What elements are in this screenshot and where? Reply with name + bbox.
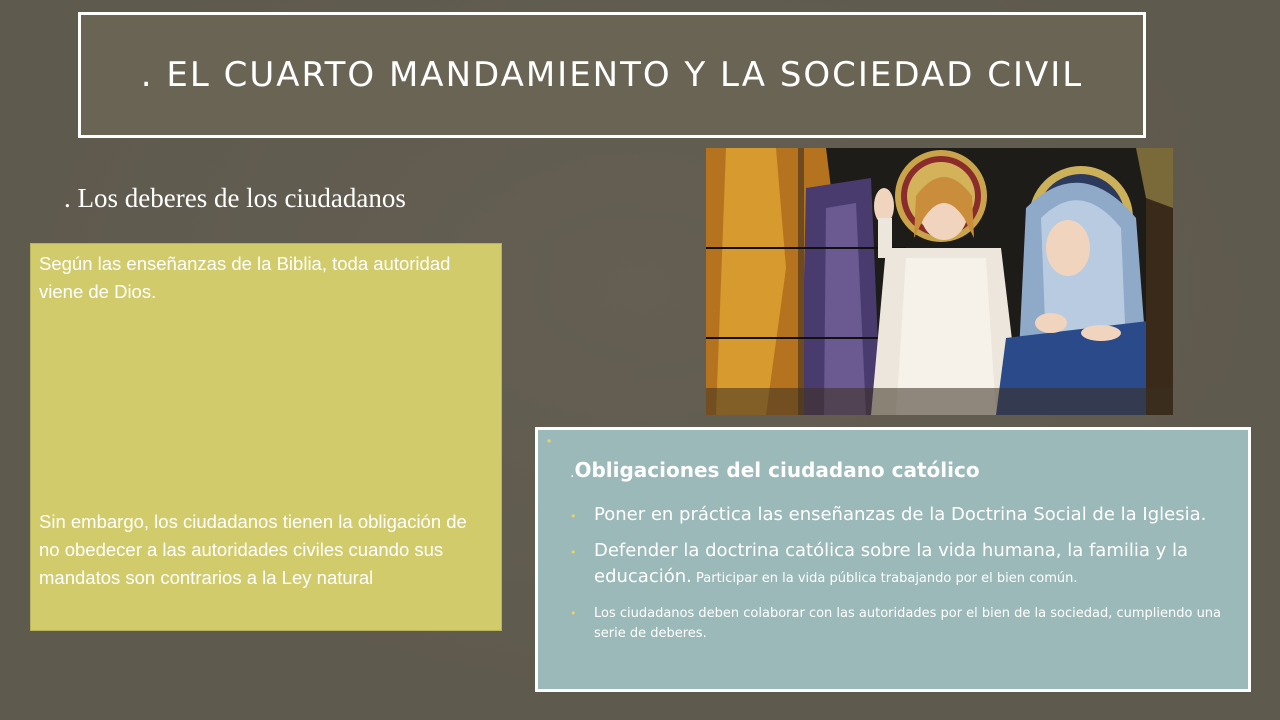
obligation-1-text: Poner en práctica las enseñanzas de la Doctrina Social de la Iglesia.	[594, 504, 1207, 525]
obligation-2-subtext: Participar en la vida pública trabajando por el bien común.	[691, 571, 1078, 586]
title-frame	[78, 12, 1146, 138]
list-item	[570, 604, 1228, 644]
slide-title: . EL CUARTO MANDAMIENTO Y LA SOCIEDAD CIVIL	[140, 55, 1084, 95]
obligations-heading	[570, 458, 980, 482]
authority-text-box	[30, 243, 502, 631]
bullet-icon: •	[547, 434, 552, 448]
obligations-box	[535, 427, 1251, 692]
heading-prefix: .	[570, 465, 575, 481]
bullet-icon: •	[570, 607, 577, 620]
authority-paragraph-2: Sin embargo, los ciudadanos tienen la obligación de no obedecer a las autoridades civiles cuando sus mandatos son contrarios a la Ley natural	[39, 511, 467, 588]
bullet-icon: •	[570, 510, 577, 523]
authority-paragraph-1: Según las enseñanzas de la Biblia, toda autoridad viene de Dios.	[39, 253, 451, 302]
obligations-list	[570, 502, 1228, 644]
stained-glass-holy-family-image	[706, 148, 1173, 415]
obligation-2-text: Defender la doctrina católica sobre la vida humana, la familia y la educación.	[594, 540, 1189, 587]
slide-subtitle: . Los deberes de los ciudadanos	[64, 183, 406, 213]
heading-text: Obligaciones del ciudadano católico	[574, 458, 980, 482]
bullet-icon: •	[570, 546, 577, 559]
obligation-3-text: Los ciudadanos deben colaborar con las autoridades por el bien de la sociedad, cumpliendo una serie de deberes.	[594, 606, 1222, 641]
list-item	[570, 538, 1228, 592]
list-item	[570, 502, 1228, 528]
